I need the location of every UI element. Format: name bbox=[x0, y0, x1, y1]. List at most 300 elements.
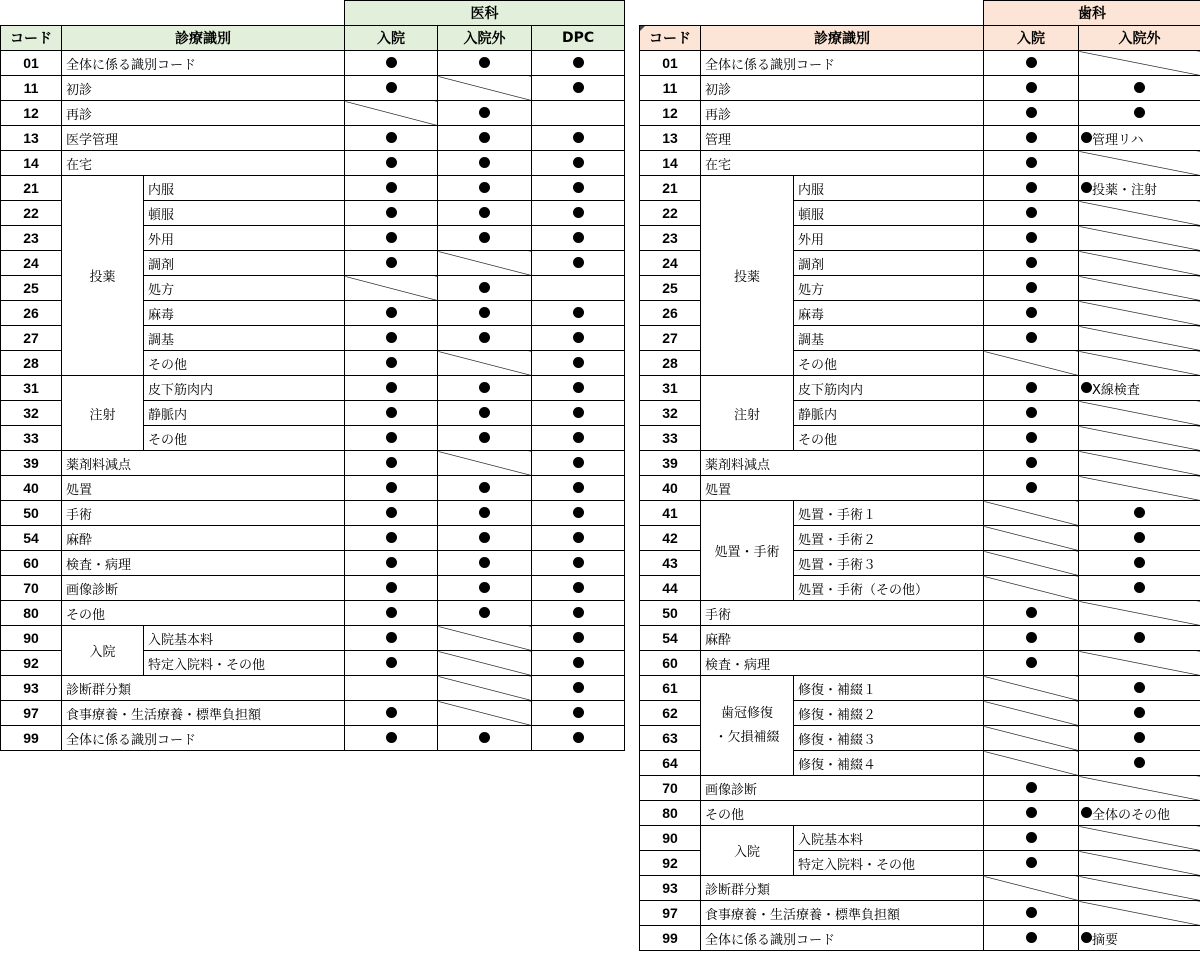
row-label: 検査・病理 bbox=[701, 651, 984, 676]
mark-cell-inpatient bbox=[984, 251, 1079, 276]
row-code: 41 bbox=[640, 501, 701, 526]
row-label: 入院基本料 bbox=[144, 626, 345, 651]
bullet-icon bbox=[1026, 232, 1037, 243]
table-row bbox=[640, 801, 1200, 826]
table-row bbox=[1, 526, 625, 551]
mark-cell-inpatient bbox=[984, 401, 1079, 426]
not-applicable-cell-inpatient bbox=[984, 576, 1079, 601]
mark-cell-inpatient bbox=[984, 176, 1079, 201]
row-label: 頓服 bbox=[144, 201, 345, 226]
mark-cell-inpatient bbox=[984, 801, 1079, 826]
bullet-icon bbox=[1026, 157, 1037, 168]
bullet-icon bbox=[573, 257, 584, 268]
row-label: 検査・病理 bbox=[62, 551, 345, 576]
not-applicable-cell-inpatient bbox=[984, 726, 1079, 751]
mark-cell-dpc bbox=[532, 501, 625, 526]
mark-cell-inpatient bbox=[345, 576, 438, 601]
mark-cell-inpatient bbox=[345, 126, 438, 151]
mark-cell-inpatient bbox=[345, 51, 438, 76]
table-row bbox=[1, 76, 625, 101]
row-label: 修復・補綴３ bbox=[794, 726, 984, 751]
bullet-icon bbox=[573, 432, 584, 443]
bullet-icon bbox=[573, 532, 584, 543]
bullet-icon bbox=[573, 707, 584, 718]
not-applicable-cell-outpatient bbox=[438, 626, 532, 651]
bullet-icon bbox=[1134, 582, 1145, 593]
bullet-icon bbox=[1134, 732, 1145, 743]
table-row bbox=[640, 451, 1200, 476]
mark-cell-inpatient bbox=[345, 151, 438, 176]
bullet-icon bbox=[479, 332, 490, 343]
mark-cell-outpatient bbox=[1079, 801, 1200, 826]
bullet-icon bbox=[386, 557, 397, 568]
bullet-icon bbox=[573, 457, 584, 468]
row-code: 54 bbox=[1, 526, 62, 551]
table-row bbox=[640, 101, 1200, 126]
bullet-icon bbox=[479, 232, 490, 243]
bullet-icon bbox=[1081, 182, 1092, 193]
mark-cell-outpatient bbox=[1079, 926, 1200, 951]
bullet-icon bbox=[386, 357, 397, 368]
row-label: 特定入院料・その他 bbox=[794, 851, 984, 876]
bullet-icon bbox=[1134, 82, 1145, 93]
row-label: 皮下筋肉内 bbox=[144, 376, 345, 401]
row-group-label: 注射 bbox=[62, 376, 144, 451]
mark-cell-dpc bbox=[532, 301, 625, 326]
not-applicable-cell-outpatient bbox=[1079, 476, 1200, 501]
row-code: 12 bbox=[1, 101, 62, 126]
not-applicable-cell-outpatient bbox=[438, 351, 532, 376]
table-row bbox=[640, 601, 1200, 626]
row-label: 処置 bbox=[62, 476, 345, 501]
bullet-icon bbox=[479, 582, 490, 593]
bullet-icon bbox=[479, 107, 490, 118]
row-label: 診断群分類 bbox=[701, 876, 984, 901]
row-code: 62 bbox=[640, 701, 701, 726]
mark-cell-outpatient bbox=[438, 101, 532, 126]
bullet-icon bbox=[1026, 932, 1037, 943]
mark-cell-dpc bbox=[532, 476, 625, 501]
mark-cell-dpc bbox=[532, 576, 625, 601]
mark-note: 管理リハ bbox=[1092, 132, 1144, 148]
column-header-outpatient: 入院外 bbox=[438, 26, 532, 51]
not-applicable-cell-outpatient bbox=[438, 701, 532, 726]
bullet-icon bbox=[1026, 432, 1037, 443]
mark-cell-dpc bbox=[532, 601, 625, 626]
bullet-icon bbox=[1081, 807, 1092, 818]
row-label: 調基 bbox=[794, 326, 984, 351]
row-code: 97 bbox=[640, 901, 701, 926]
table-row bbox=[640, 626, 1200, 651]
mark-cell-inpatient bbox=[984, 76, 1079, 101]
dental-column-header-row bbox=[640, 26, 1200, 51]
not-applicable-cell-outpatient bbox=[1079, 276, 1200, 301]
bullet-icon bbox=[479, 382, 490, 393]
row-code: 11 bbox=[1, 76, 62, 101]
bullet-icon bbox=[1134, 707, 1145, 718]
row-code: 70 bbox=[1, 576, 62, 601]
bullet-icon bbox=[1026, 282, 1037, 293]
row-code: 99 bbox=[1, 726, 62, 751]
empty-cell-inpatient bbox=[345, 676, 438, 701]
bullet-icon bbox=[479, 407, 490, 418]
row-label: 内服 bbox=[794, 176, 984, 201]
bullet-icon bbox=[1134, 532, 1145, 543]
not-applicable-cell-inpatient bbox=[984, 501, 1079, 526]
mark-cell-outpatient bbox=[438, 326, 532, 351]
mark-cell-outpatient bbox=[438, 401, 532, 426]
mark-cell-dpc bbox=[532, 451, 625, 476]
row-label: 再診 bbox=[701, 101, 984, 126]
mark-cell-inpatient bbox=[984, 226, 1079, 251]
column-header-category: 診療識別 bbox=[62, 26, 345, 51]
mark-cell-outpatient bbox=[1079, 176, 1200, 201]
not-applicable-cell-outpatient bbox=[1079, 301, 1200, 326]
row-code: 21 bbox=[1, 176, 62, 201]
bullet-icon bbox=[386, 307, 397, 318]
mark-cell-inpatient bbox=[345, 251, 438, 276]
not-applicable-cell-inpatient bbox=[984, 526, 1079, 551]
not-applicable-cell-outpatient bbox=[1079, 326, 1200, 351]
mark-cell-dpc bbox=[532, 201, 625, 226]
row-label: 修復・補綴１ bbox=[794, 676, 984, 701]
bullet-icon bbox=[386, 157, 397, 168]
mark-cell-outpatient bbox=[1079, 501, 1200, 526]
mark-cell-inpatient bbox=[345, 726, 438, 751]
row-label: 全体に係る識別コード bbox=[62, 51, 345, 76]
row-code: 14 bbox=[1, 151, 62, 176]
row-code: 01 bbox=[640, 51, 701, 76]
mark-cell-dpc bbox=[532, 426, 625, 451]
bullet-icon bbox=[1026, 382, 1037, 393]
row-code: 90 bbox=[640, 826, 701, 851]
table-row bbox=[1, 601, 625, 626]
bullet-icon bbox=[573, 132, 584, 143]
mark-cell-inpatient bbox=[345, 651, 438, 676]
not-applicable-cell-inpatient bbox=[345, 101, 438, 126]
row-label: 画像診断 bbox=[62, 576, 345, 601]
bullet-icon bbox=[573, 357, 584, 368]
table-row bbox=[640, 826, 1200, 851]
mark-cell-inpatient bbox=[984, 201, 1079, 226]
mark-cell-dpc bbox=[532, 151, 625, 176]
bullet-icon bbox=[386, 82, 397, 93]
row-label: 麻毒 bbox=[144, 301, 345, 326]
mark-cell-inpatient bbox=[345, 601, 438, 626]
row-label: 診断群分類 bbox=[62, 676, 345, 701]
row-code: 27 bbox=[640, 326, 701, 351]
mark-cell-outpatient bbox=[438, 576, 532, 601]
mark-cell-outpatient bbox=[438, 376, 532, 401]
mark-cell-dpc bbox=[532, 351, 625, 376]
bullet-icon bbox=[479, 507, 490, 518]
bullet-icon bbox=[1026, 632, 1037, 643]
not-applicable-cell-inpatient bbox=[345, 276, 438, 301]
row-code: 23 bbox=[640, 226, 701, 251]
mark-cell-inpatient bbox=[984, 326, 1079, 351]
mark-cell-dpc bbox=[532, 676, 625, 701]
bullet-icon bbox=[1026, 82, 1037, 93]
row-label: 修復・補綴４ bbox=[794, 751, 984, 776]
row-label: 全体に係る識別コード bbox=[62, 726, 345, 751]
row-label: 画像診断 bbox=[701, 776, 984, 801]
not-applicable-cell-outpatient bbox=[1079, 651, 1200, 676]
mark-cell-outpatient bbox=[1079, 626, 1200, 651]
bullet-icon bbox=[573, 157, 584, 168]
bullet-icon bbox=[386, 132, 397, 143]
bullet-icon bbox=[573, 382, 584, 393]
row-code: 25 bbox=[1, 276, 62, 301]
mark-cell-dpc bbox=[532, 76, 625, 101]
table-row bbox=[1, 476, 625, 501]
bullet-icon bbox=[573, 507, 584, 518]
bullet-icon bbox=[479, 307, 490, 318]
bullet-icon bbox=[1026, 607, 1037, 618]
row-group-label: 入院 bbox=[701, 826, 794, 876]
row-label: 全体に係る識別コード bbox=[701, 51, 984, 76]
bullet-icon bbox=[573, 557, 584, 568]
bullet-icon bbox=[1081, 382, 1092, 393]
bullet-icon bbox=[386, 482, 397, 493]
bullet-icon bbox=[573, 607, 584, 618]
not-applicable-cell-outpatient bbox=[1079, 226, 1200, 251]
row-label: 外用 bbox=[144, 226, 345, 251]
row-label: 麻毒 bbox=[794, 301, 984, 326]
row-code: 22 bbox=[640, 201, 701, 226]
table-row bbox=[1, 376, 625, 401]
not-applicable-cell-outpatient bbox=[1079, 51, 1200, 76]
bullet-icon bbox=[573, 632, 584, 643]
table-row bbox=[640, 76, 1200, 101]
bullet-icon bbox=[1026, 782, 1037, 793]
table-row bbox=[1, 51, 625, 76]
mark-cell-inpatient bbox=[345, 376, 438, 401]
mark-cell-dpc bbox=[532, 726, 625, 751]
mark-cell-inpatient bbox=[984, 451, 1079, 476]
mark-note: 全体のその他 bbox=[1092, 807, 1171, 823]
row-label: 外用 bbox=[794, 226, 984, 251]
row-code: 43 bbox=[640, 551, 701, 576]
not-applicable-cell-outpatient bbox=[1079, 251, 1200, 276]
table-row bbox=[640, 901, 1200, 926]
bullet-icon bbox=[1026, 832, 1037, 843]
table-row bbox=[640, 651, 1200, 676]
bullet-icon bbox=[1026, 657, 1037, 668]
row-code: 50 bbox=[640, 601, 701, 626]
mark-cell-outpatient bbox=[438, 126, 532, 151]
mark-cell-inpatient bbox=[345, 526, 438, 551]
bullet-icon bbox=[1026, 307, 1037, 318]
mark-cell-outpatient bbox=[438, 476, 532, 501]
mark-cell-inpatient bbox=[984, 476, 1079, 501]
bullet-icon bbox=[479, 532, 490, 543]
table-row bbox=[640, 501, 1200, 526]
mark-cell-dpc bbox=[532, 176, 625, 201]
row-label: 内服 bbox=[144, 176, 345, 201]
bullet-icon bbox=[1026, 457, 1037, 468]
not-applicable-cell-outpatient bbox=[438, 451, 532, 476]
row-label: その他 bbox=[701, 801, 984, 826]
bullet-icon bbox=[386, 707, 397, 718]
table-row bbox=[1, 101, 625, 126]
bullet-icon bbox=[1026, 182, 1037, 193]
row-code: 60 bbox=[1, 551, 62, 576]
bullet-icon bbox=[1026, 132, 1037, 143]
row-label: その他 bbox=[144, 351, 345, 376]
mark-cell-outpatient bbox=[438, 151, 532, 176]
bullet-icon bbox=[386, 257, 397, 268]
row-code: 39 bbox=[1, 451, 62, 476]
row-label: その他 bbox=[794, 351, 984, 376]
bullet-icon bbox=[573, 657, 584, 668]
not-applicable-cell-outpatient bbox=[438, 676, 532, 701]
row-label: 在宅 bbox=[62, 151, 345, 176]
mark-cell-inpatient bbox=[345, 326, 438, 351]
mark-cell-outpatient bbox=[1079, 751, 1200, 776]
bullet-icon bbox=[573, 232, 584, 243]
bullet-icon bbox=[386, 407, 397, 418]
bullet-icon bbox=[573, 207, 584, 218]
mark-cell-outpatient bbox=[1079, 126, 1200, 151]
mark-cell-outpatient bbox=[438, 426, 532, 451]
row-group-label: 投薬 bbox=[62, 176, 144, 376]
row-label: 医学管理 bbox=[62, 126, 345, 151]
not-applicable-cell-outpatient bbox=[1079, 351, 1200, 376]
row-code: 80 bbox=[640, 801, 701, 826]
empty-cell-dpc bbox=[532, 276, 625, 301]
bullet-icon bbox=[1081, 932, 1092, 943]
mark-cell-inpatient bbox=[984, 126, 1079, 151]
row-label: 処置 bbox=[701, 476, 984, 501]
bullet-icon bbox=[573, 57, 584, 68]
mark-cell-inpatient bbox=[984, 51, 1079, 76]
table-row bbox=[1, 576, 625, 601]
row-code: 28 bbox=[1, 351, 62, 376]
row-label: 処方 bbox=[144, 276, 345, 301]
row-code: 23 bbox=[1, 226, 62, 251]
mark-cell-inpatient bbox=[345, 176, 438, 201]
table-row bbox=[640, 776, 1200, 801]
table-row bbox=[640, 151, 1200, 176]
mark-cell-outpatient bbox=[438, 501, 532, 526]
not-applicable-cell-inpatient bbox=[984, 701, 1079, 726]
bullet-icon bbox=[386, 332, 397, 343]
mark-cell-inpatient bbox=[345, 701, 438, 726]
empty-cell-dpc bbox=[532, 101, 625, 126]
mark-cell-dpc bbox=[532, 701, 625, 726]
row-code: 24 bbox=[640, 251, 701, 276]
bullet-icon bbox=[386, 232, 397, 243]
mark-cell-dpc bbox=[532, 526, 625, 551]
table-row bbox=[1, 126, 625, 151]
mark-cell-outpatient bbox=[438, 726, 532, 751]
row-group-label: 注射 bbox=[701, 376, 794, 451]
bullet-icon bbox=[479, 732, 490, 743]
mark-cell-dpc bbox=[532, 376, 625, 401]
dental-top-header-row bbox=[640, 1, 1200, 26]
bullet-icon bbox=[479, 607, 490, 618]
not-applicable-cell-outpatient bbox=[1079, 826, 1200, 851]
row-label: その他 bbox=[62, 601, 345, 626]
not-applicable-cell-outpatient bbox=[438, 76, 532, 101]
mark-cell-dpc bbox=[532, 551, 625, 576]
bullet-icon bbox=[479, 57, 490, 68]
mark-cell-outpatient bbox=[1079, 676, 1200, 701]
not-applicable-cell-outpatient bbox=[438, 251, 532, 276]
row-code: 70 bbox=[640, 776, 701, 801]
not-applicable-cell-outpatient bbox=[1079, 901, 1200, 926]
mark-cell-outpatient bbox=[1079, 526, 1200, 551]
table-row bbox=[640, 376, 1200, 401]
table-row bbox=[640, 51, 1200, 76]
row-code: 90 bbox=[1, 626, 62, 651]
mark-cell-inpatient bbox=[345, 226, 438, 251]
table-row bbox=[1, 701, 625, 726]
bullet-icon bbox=[573, 732, 584, 743]
row-label: 全体に係る識別コード bbox=[701, 926, 984, 951]
mark-note: X線検査 bbox=[1092, 382, 1140, 398]
not-applicable-cell-inpatient bbox=[984, 551, 1079, 576]
mark-cell-outpatient bbox=[438, 51, 532, 76]
bullet-icon bbox=[1026, 407, 1037, 418]
row-code: 44 bbox=[640, 576, 701, 601]
row-code: 92 bbox=[1, 651, 62, 676]
bullet-icon bbox=[1134, 557, 1145, 568]
mark-cell-outpatient bbox=[438, 601, 532, 626]
row-label: 再診 bbox=[62, 101, 345, 126]
row-code: 31 bbox=[1, 376, 62, 401]
mark-cell-inpatient bbox=[984, 851, 1079, 876]
row-code: 26 bbox=[1, 301, 62, 326]
medical-column-header-row bbox=[1, 26, 625, 51]
row-code: 25 bbox=[640, 276, 701, 301]
mark-cell-inpatient bbox=[984, 276, 1079, 301]
bullet-icon bbox=[573, 407, 584, 418]
table-row bbox=[1, 551, 625, 576]
bullet-icon bbox=[386, 732, 397, 743]
row-label: 調基 bbox=[144, 326, 345, 351]
column-header-code: コード bbox=[640, 26, 701, 51]
row-label: 麻酔 bbox=[62, 526, 345, 551]
row-code: 63 bbox=[640, 726, 701, 751]
mark-cell-dpc bbox=[532, 401, 625, 426]
not-applicable-cell-outpatient bbox=[1079, 201, 1200, 226]
row-group-label: 入院 bbox=[62, 626, 144, 676]
row-label: 処方 bbox=[794, 276, 984, 301]
table-row bbox=[1, 451, 625, 476]
bullet-icon bbox=[573, 482, 584, 493]
bullet-icon bbox=[386, 532, 397, 543]
dental-table bbox=[639, 0, 1200, 951]
not-applicable-cell-outpatient bbox=[438, 651, 532, 676]
row-label: 初診 bbox=[701, 76, 984, 101]
bullet-icon bbox=[573, 82, 584, 93]
row-label: 調剤 bbox=[794, 251, 984, 276]
row-group-label: 歯冠修復 ・欠損補綴 bbox=[701, 676, 794, 776]
row-code: 28 bbox=[640, 351, 701, 376]
mark-cell-inpatient bbox=[984, 826, 1079, 851]
row-label: 手術 bbox=[701, 601, 984, 626]
row-label: 処置・手術２ bbox=[794, 526, 984, 551]
bullet-icon bbox=[386, 657, 397, 668]
mark-cell-outpatient bbox=[1079, 101, 1200, 126]
row-code: 92 bbox=[640, 851, 701, 876]
mark-cell-inpatient bbox=[984, 651, 1079, 676]
table-row bbox=[1, 151, 625, 176]
row-label: 在宅 bbox=[701, 151, 984, 176]
bullet-icon bbox=[1026, 482, 1037, 493]
row-label: 静脈内 bbox=[794, 401, 984, 426]
